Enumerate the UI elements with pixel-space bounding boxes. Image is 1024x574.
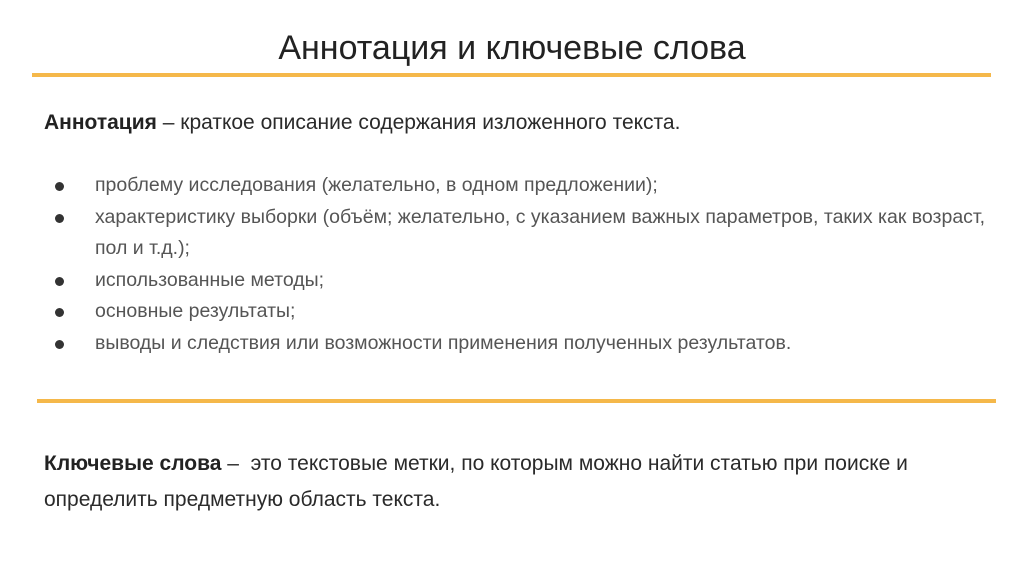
keywords-text: это текстовые метки, по которым можно найти статью при поиске и определить предметную область текста. xyxy=(44,452,908,511)
annotation-dash: – xyxy=(162,111,175,134)
list-item-text: выводы и следствия или возможности применения полученных результатов. xyxy=(95,331,792,354)
annotation-contents-list xyxy=(50,170,1000,359)
annotation-text: краткое описание содержания изложенного текста. xyxy=(180,111,681,134)
list-item xyxy=(50,265,1000,297)
list-item xyxy=(50,202,1000,265)
keywords-definition xyxy=(44,446,994,518)
bullet-icon xyxy=(55,214,64,223)
annotation-definition xyxy=(44,108,994,138)
list-item xyxy=(50,296,1000,328)
list-item-text: основные результаты; xyxy=(95,300,296,322)
keywords-term: Ключевые слова xyxy=(44,452,222,475)
list-item-text: проблему исследования (желательно, в одном предложении); xyxy=(95,174,658,196)
bullet-icon xyxy=(55,182,64,191)
divider-middle xyxy=(37,399,996,403)
slide-title: Аннотация и ключевые слова xyxy=(278,29,746,67)
list-item-text: использованные методы; xyxy=(95,268,325,291)
list-item xyxy=(50,328,1000,360)
list-item-text: характеристику выборки (объём; желательно, с указанием важных параметров, таких как возраст, пол и т.д.); xyxy=(95,205,986,259)
bullet-icon xyxy=(55,340,64,349)
annotation-term: Аннотация xyxy=(44,111,157,134)
divider-top xyxy=(32,73,991,77)
bullet-icon xyxy=(55,277,64,286)
bullet-icon xyxy=(55,308,64,317)
keywords-dash: – xyxy=(227,452,239,475)
list-item xyxy=(50,170,1000,202)
